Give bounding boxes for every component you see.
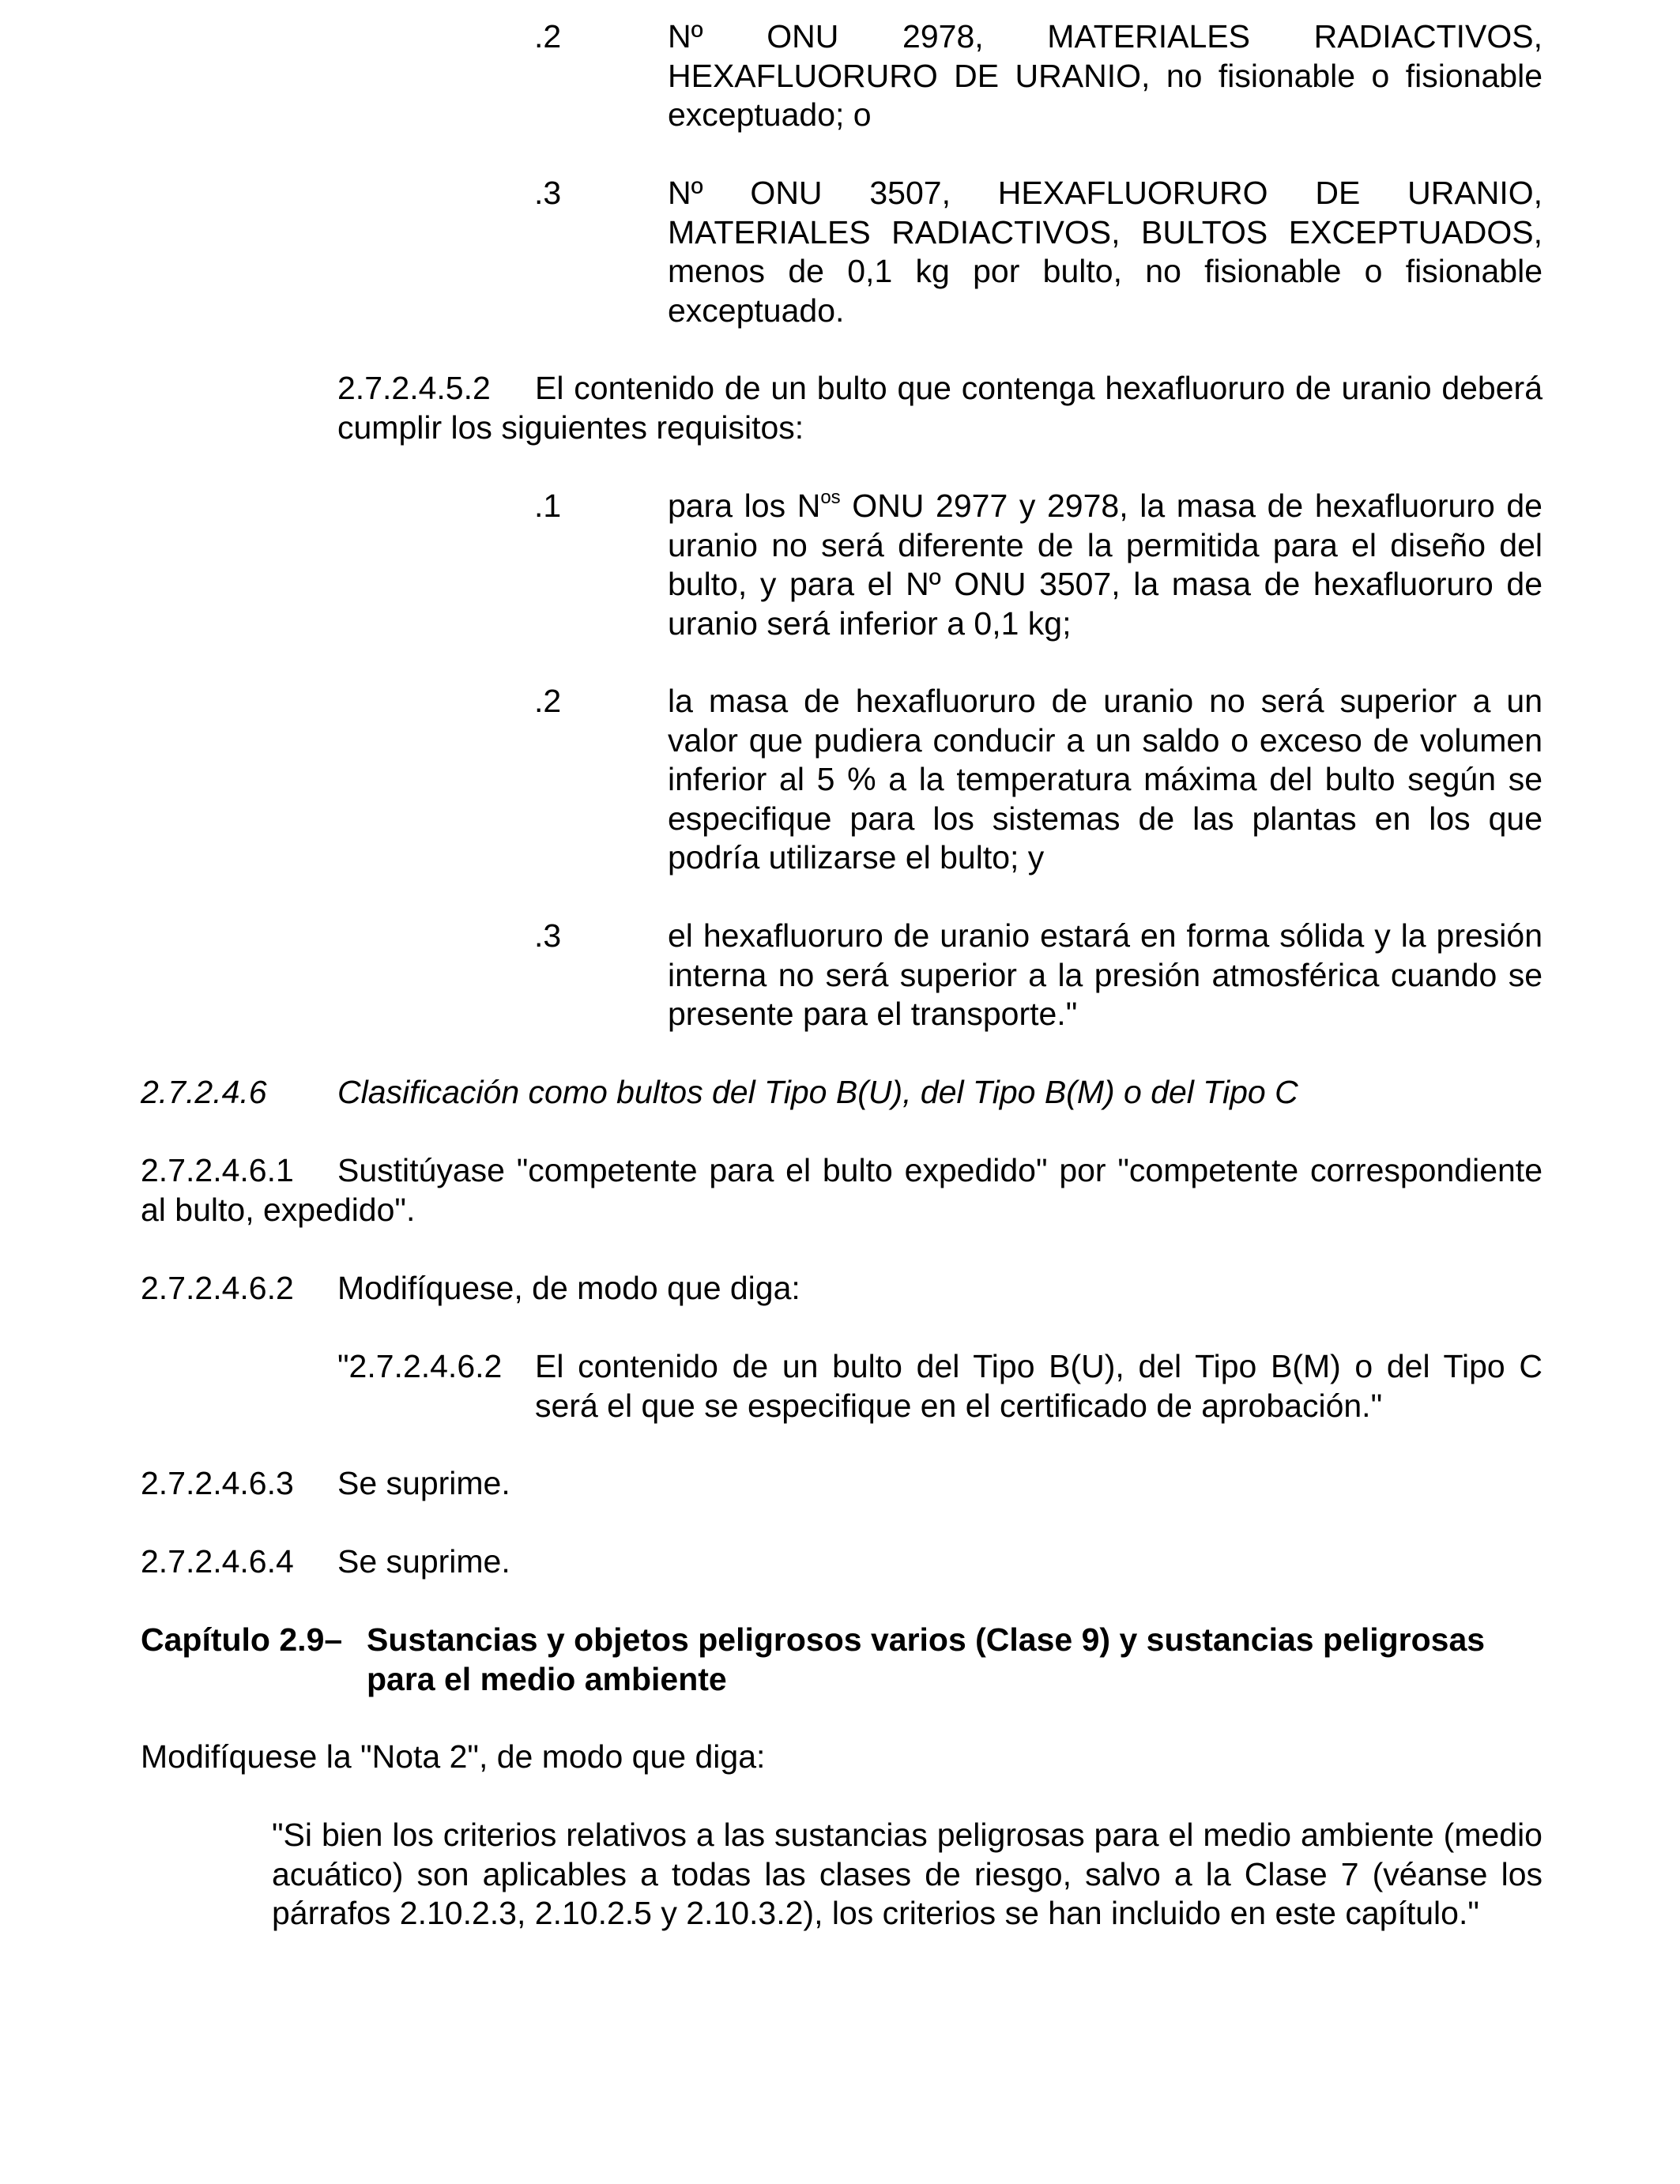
quoted-paragraph xyxy=(337,1347,1543,1425)
paragraph-number: 2.7.2.4.6.4 xyxy=(141,1543,294,1580)
list-item xyxy=(534,682,1543,878)
section-heading xyxy=(141,1073,1543,1113)
item-text-part: para los N xyxy=(668,488,821,524)
paragraph-number: 2.7.2.4.6.1 xyxy=(141,1152,294,1188)
paragraph-text: Modifíquese, de modo que diga: xyxy=(337,1270,800,1306)
paragraph-2-7-2-4-6-3 xyxy=(141,1464,1543,1504)
item-text: Nº ONU 3507, HEXAFLUORURO DE URANIO, MATERIALES RADIACTIVOS, BULTOS EXCEPTUADOS, menos de 0,1 kg por bulto, no fisionable o fisionable exceptuado. xyxy=(668,175,1543,329)
chapter-dash: – xyxy=(324,1621,343,1658)
paragraph-2-7-2-4-6-2 xyxy=(141,1269,1543,1309)
chapter-title: Sustancias y objetos peligrosos varios (Clase 9) y sustancias peligrosas para el medio ambiente xyxy=(367,1621,1486,1697)
nota-intro: Modifíquese la "Nota 2", de modo que diga: xyxy=(141,1738,766,1775)
chapter-number-text: Capítulo 2.9 xyxy=(141,1621,325,1658)
item-text: el hexafluoruro de uranio estará en forma sólida y la presión interna no será superior a la presión atmosférica cuando se presente para el transporte." xyxy=(668,917,1543,1032)
item-number: .3 xyxy=(534,175,562,211)
paragraph-text: Sustitúyase "competente para el bulto expedido" por "competente correspondiente al bulto, expedido". xyxy=(141,1152,1543,1228)
list-item xyxy=(534,917,1543,1034)
item-text: la masa de hexafluoruro de uranio no será superior a un valor que pudiera conducir a un saldo o exceso de volumen inferior al 5 % a la temperatura máxima del bulto según se especifique para los sistemas de las plantas en los que podría utilizarse el bulto; y xyxy=(668,683,1543,875)
paragraph-text: Se suprime. xyxy=(337,1465,510,1501)
paragraph-text: Se suprime. xyxy=(337,1543,510,1580)
paragraph-2-7-2-4-6-1 xyxy=(141,1151,1543,1229)
paragraph-number: 2.7.2.4.6.3 xyxy=(141,1465,294,1501)
item-number: .2 xyxy=(534,683,562,719)
heading-number: 2.7.2.4.6 xyxy=(141,1074,267,1110)
paragraph-number: 2.7.2.4.5.2 xyxy=(337,370,491,406)
paragraph-text: El contenido de un bulto del Tipo B(U), del Tipo B(M) o del Tipo C será el que se especifique en el certificado de aprobación." xyxy=(535,1348,1543,1424)
superscript: os xyxy=(820,487,841,509)
item-text-part: ONU 2977 y 2978, la masa de hexafluoruro de uranio no será diferente de la permitida para el diseño del bulto, y para el Nº ONU 3507, la masa de hexafluoruro de uranio será inferior a 0,1 kg; xyxy=(668,488,1543,642)
paragraph-2-7-2-4-5-2 xyxy=(337,369,1543,447)
paragraph-number: "2.7.2.4.6.2 xyxy=(337,1348,503,1384)
paragraph-2-7-2-4-6-4 xyxy=(141,1542,1543,1582)
chapter-number xyxy=(141,1621,367,1699)
chapter-heading xyxy=(141,1621,1543,1699)
item-number: .3 xyxy=(534,917,562,954)
heading-text: Clasificación como bultos del Tipo B(U), del Tipo B(M) o del Tipo C xyxy=(337,1074,1298,1110)
paragraph-number: 2.7.2.4.6.2 xyxy=(141,1270,294,1306)
item-number: .2 xyxy=(534,18,562,55)
list-item xyxy=(534,174,1543,330)
item-text xyxy=(668,487,1543,643)
nota-quote: "Si bien los criterios relativos a las sustancias peligrosas para el medio ambiente (medio acuático) son aplicables a todas las clases de riesgo, salvo a la Clase 7 (véanse los párrafos 2.10.2.3, 2.10.2.5 y 2.10.3.2), los criterios se han incluido en este capítulo." xyxy=(272,1817,1543,1931)
list-item xyxy=(534,487,1543,643)
item-number: .1 xyxy=(534,488,562,524)
item-text: Nº ONU 2978, MATERIALES RADIACTIVOS, HEXAFLUORURO DE URANIO, no fisionable o fisionable exceptuado; o xyxy=(668,18,1543,133)
list-item xyxy=(534,17,1543,135)
paragraph-text: El contenido de un bulto que contenga hexafluoruro de uranio deberá cumplir los siguientes requisitos: xyxy=(337,370,1543,446)
